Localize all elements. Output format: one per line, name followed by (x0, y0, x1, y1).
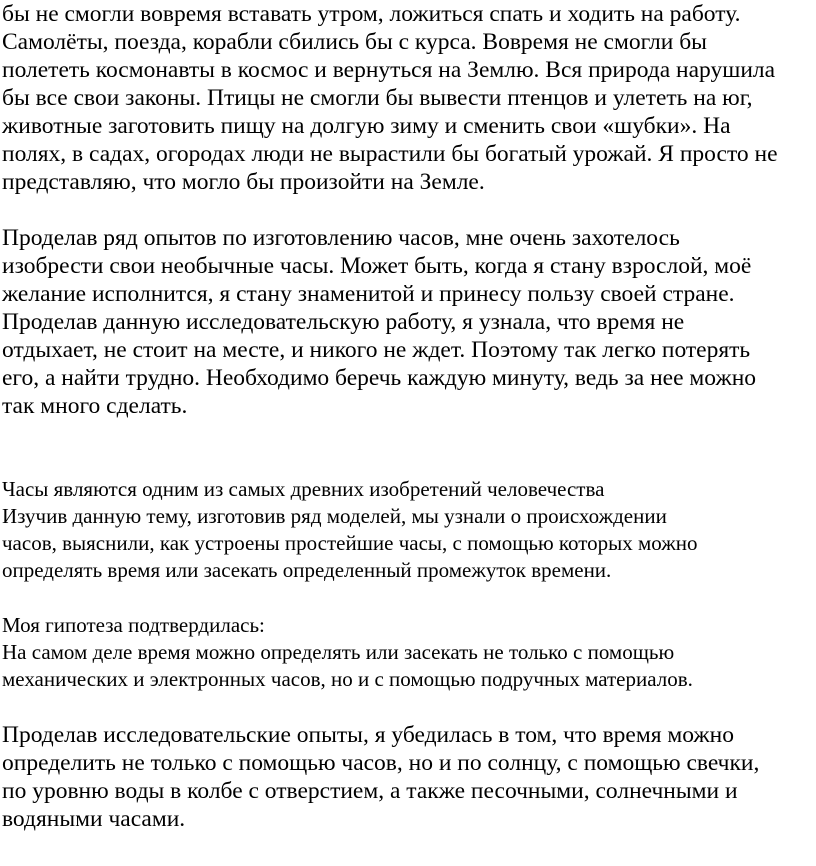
paragraph-invention-wish (2, 224, 814, 420)
text-line: так много сделать. (2, 393, 188, 419)
text-line: Часы являются одним из самых древних изобретений человечества (2, 477, 605, 501)
text-line: механических и электронных часов, но и с помощью подручных материалов. (2, 667, 693, 691)
text-line: представляю, что могло бы произойти на Земле. (2, 169, 485, 195)
text-line: отдыхает, не стоит на месте, и никого не ждет. Поэтому так легко потерять (2, 337, 751, 363)
text-line: Изучив данную тему, изготовив ряд моделей, мы узнали о происхождении (2, 504, 667, 528)
paragraph-spacer (2, 584, 814, 612)
text-line: Моя гипотеза подтвердилась: (2, 613, 265, 637)
paragraph-experiments (2, 721, 814, 833)
text-line: желание исполнится, я стану знаменитой и принесу пользу своей стране. (2, 281, 735, 307)
text-line: определять время или засекать определенный промежуток времени. (2, 558, 612, 582)
paragraph-consequences (2, 0, 814, 196)
text-line: На самом деле время можно определять или засекать не только с помощью (2, 640, 675, 664)
text-line: бы не смогли вовремя вставать утром, ложиться спать и ходить на работу. (2, 1, 741, 27)
text-line: полететь космонавты в космос и вернуться на Землю. Вся природа нарушила (2, 57, 776, 83)
text-line: его, а найти трудно. Необходимо беречь каждую минуту, ведь за нее можно (2, 365, 757, 391)
paragraph-hypothesis (2, 612, 814, 693)
text-line: животные заготовить пищу на долгую зиму и сменить свои «шубки». На (2, 113, 731, 139)
text-line: Проделав исследовательские опыты, я убедилась в том, что время можно (2, 722, 734, 748)
text-line: определить не только с помощью часов, но и по солнцу, с помощью свечки, (2, 750, 760, 776)
text-line: часов, выяснили, как устроены простейшие часы, с помощью которых можно (2, 531, 698, 555)
text-line: Самолёты, поезда, корабли сбились бы с курса. Вовремя не смогли бы (2, 29, 707, 55)
document-page (2, 0, 814, 833)
text-line: водяными часами. (2, 806, 186, 832)
text-line: Проделав ряд опытов по изготовлению часов, мне очень захотелось (2, 225, 680, 251)
paragraph-spacer (2, 196, 814, 224)
text-line: по уровню воды в колбе с отверстием, а также песочными, солнечными и (2, 778, 738, 804)
paragraph-spacer (2, 693, 814, 721)
paragraph-conclusion (2, 476, 814, 584)
paragraph-spacer (2, 420, 814, 476)
text-line: изобрести свои необычные часы. Может быть, когда я стану взрослой, моё (2, 253, 752, 279)
text-line: полях, в садах, огородах люди не вырастили бы богатый урожай. Я просто не (2, 141, 778, 167)
text-line: Проделав данную исследовательскую работу, я узнала, что время не (2, 309, 685, 335)
text-line: бы все свои законы. Птицы не смогли бы вывести птенцов и улететь на юг, (2, 85, 753, 111)
